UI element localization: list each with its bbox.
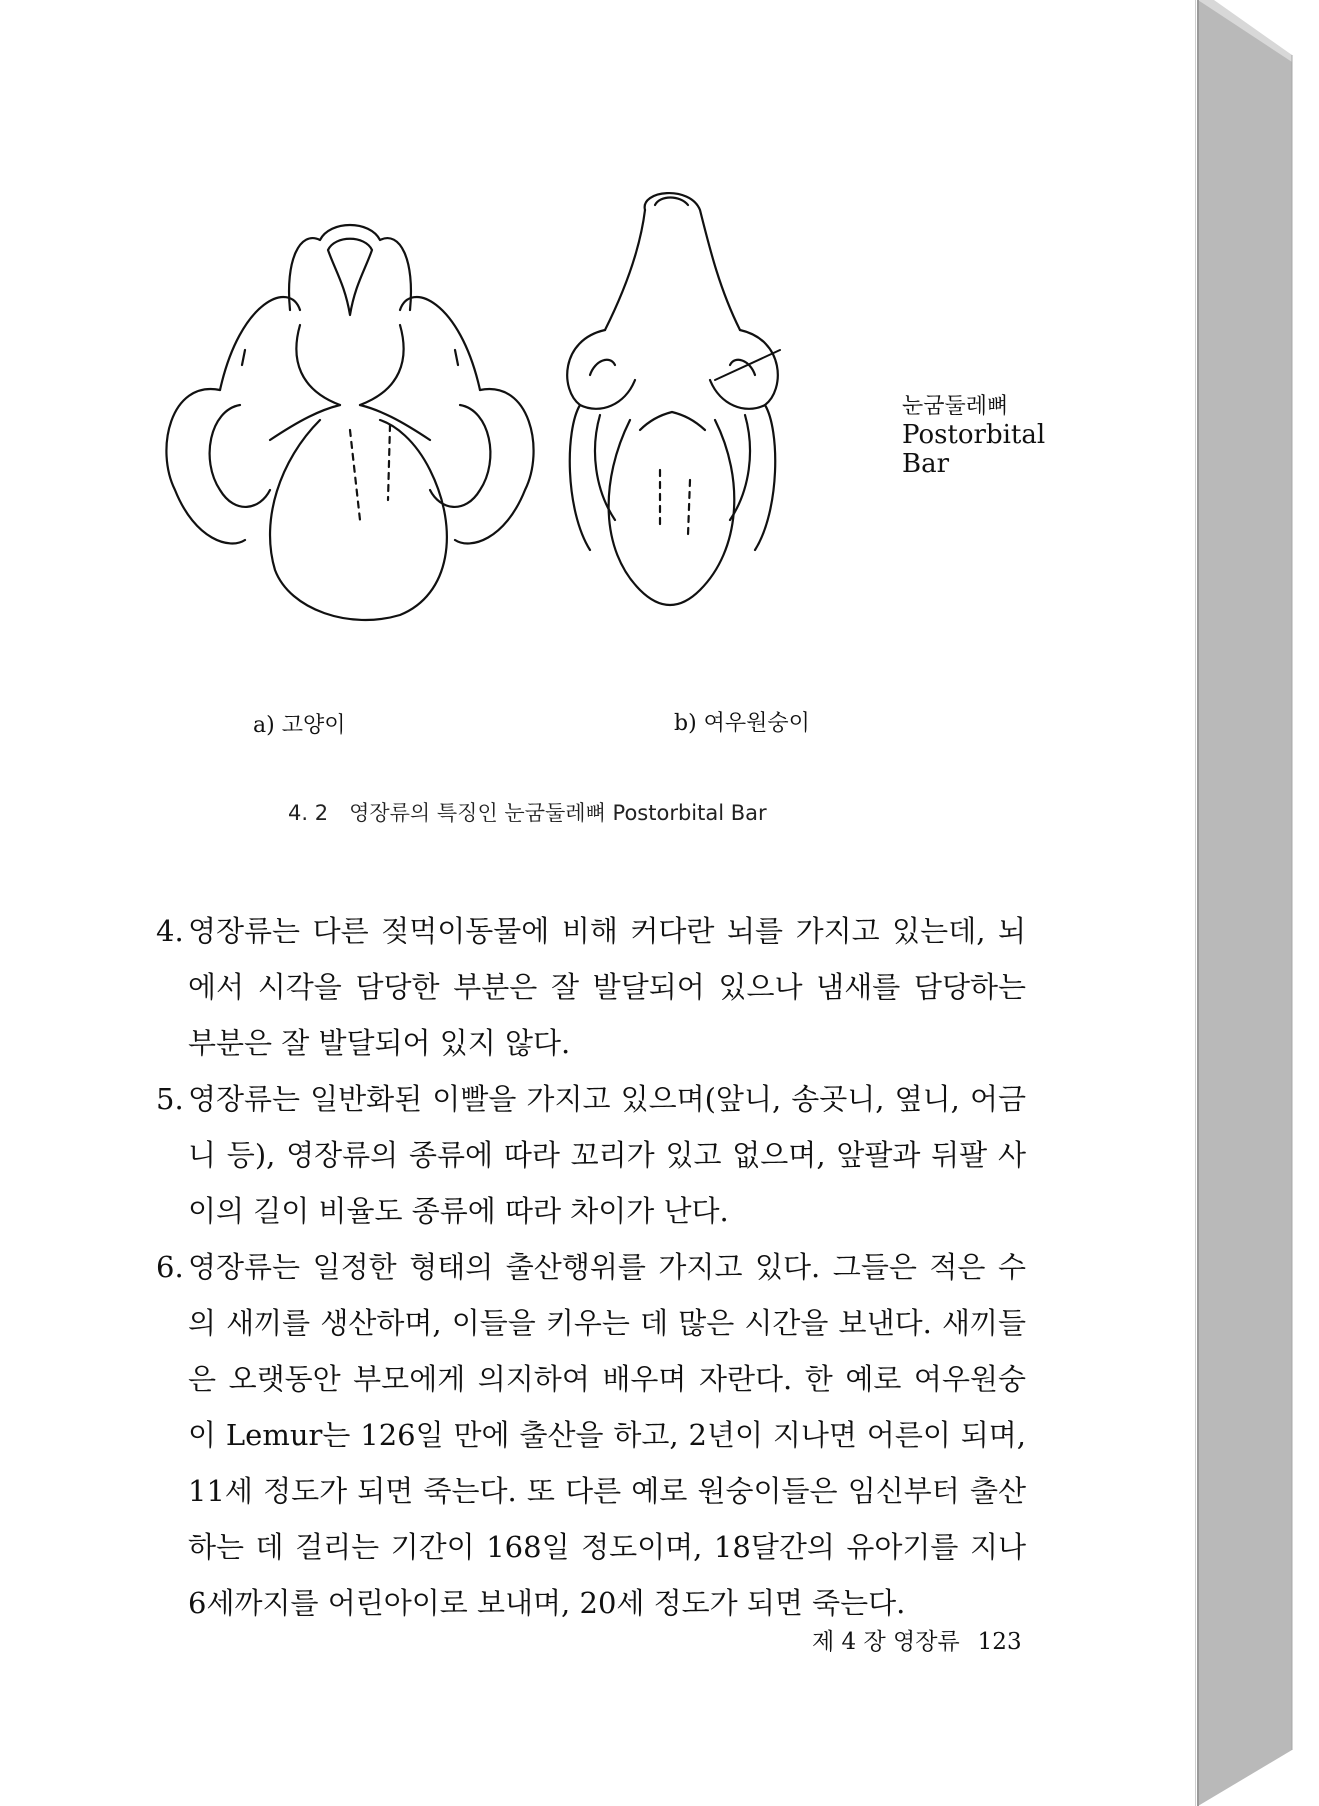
figure-label-b: b) 여우원숭이 xyxy=(674,711,810,736)
page-footer xyxy=(812,1623,1022,1656)
annotation-english-2: Bar xyxy=(902,449,950,479)
annotation-korean: 눈굼둘레뼈 xyxy=(902,394,1009,419)
figure-caption: 4. 2 영장류의 특징인 눈굼둘레뼈 Postorbital Bar xyxy=(288,801,767,825)
annotation-english-1: Postorbital xyxy=(902,420,1046,450)
body-text xyxy=(156,903,1026,1631)
list-item-number: 5. xyxy=(156,1082,184,1116)
list-item-text: 영장류는 일정한 형태의 출산행위를 가지고 있다. 그들은 적은 수의 새끼를 생산하며, 이들을 키우는 데 많은 시간을 보낸다. 새끼들은 오랫동안 부모에게 의지하여 배우며 자란다. 한 예로 여우원숭이 Lemur는 126일 만에 출산을 하고, 2년이 지나면 어른이 되며, 11세 정도가 되면 죽는다. 또 다른 예로 원숭이들은 임신부터 출산하는 데 걸리는 기간이 168일 정도이며, 18달간의 유아기를 지나 6세까지를 어린아이로 보내며, 20세 정도가 되면 죽는다. xyxy=(188,1250,1026,1620)
postorbital-annotation xyxy=(902,392,1045,479)
list-item xyxy=(156,1239,1026,1631)
cat-skull-drawing xyxy=(166,225,533,620)
list-item xyxy=(156,1071,1026,1239)
list-item xyxy=(156,903,1026,1071)
figure-label-a: a) 고양이 xyxy=(253,713,346,738)
list-item-text: 영장류는 다른 젖먹이동물에 비해 커다란 뇌를 가지고 있는데, 뇌에서 시각을 담당한 부분은 잘 발달되어 있으나 냄새를 담당하는 부분은 잘 발달되어 있지 않다. xyxy=(188,914,1026,1060)
page-number: 123 xyxy=(977,1629,1022,1655)
chapter-title: 제 4 장 영장류 xyxy=(812,1629,960,1655)
lemur-skull-drawing xyxy=(567,193,778,605)
list-item-number: 6. xyxy=(156,1250,184,1284)
list-item-number: 4. xyxy=(156,914,184,948)
list-item-text: 영장류는 일반화된 이빨을 가지고 있으며(앞니, 송곳니, 옆니, 어금니 등), 영장류의 종류에 따라 꼬리가 있고 없으며, 앞팔과 뒤팔 사이의 길이 비율도 종류에 따라 차이가 난다. xyxy=(188,1082,1026,1228)
